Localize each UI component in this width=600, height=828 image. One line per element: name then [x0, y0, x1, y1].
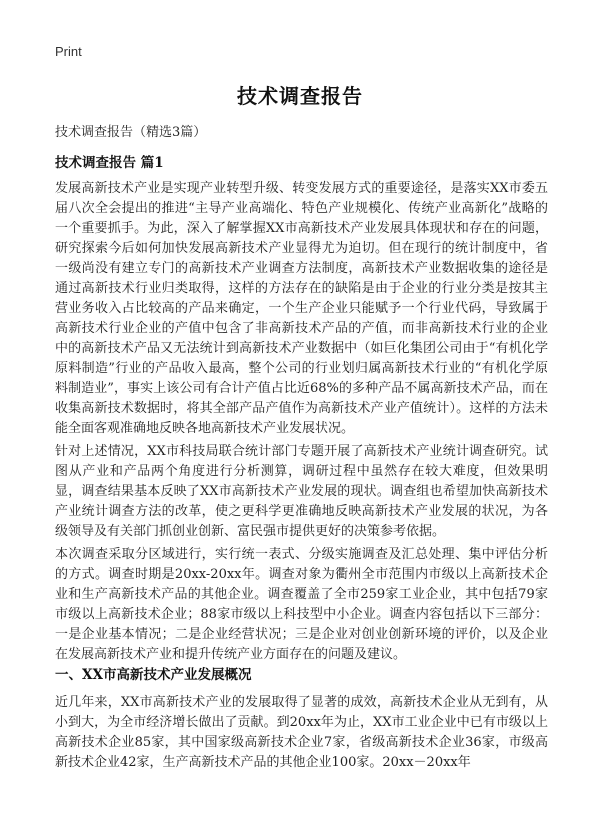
paragraph-1: 发展高新技术产业是实现产业转型升级、转变发展方式的重要途径，是落实XX市委五届八次全会提出的推进“主导产业高端化、特色产业规模化、传统产业高新化”战略的一个重要抓手。为此，深入了解掌握XX市高新技术产业发展具体现状和存在的问题，研究探索今后如何加快发展高新技术产业显得尤为迫切。但在现行的统计制度中，省一级尚没有建立专门的高新技术产业调查方法制度，高新技术产业数据收集的途径是通过高新技术行业归类取得，这样的方法存在的缺陷是由于企业的行业分类是按其主营业务收入占比较高的产品来确定，一个生产企业只能赋予一个行业代码，导致属于高新技术行业企业的产值中包含了非高新技术产品的产值，而非高新技术行业的企业中的高新技术产品又无法统计到高新技术产业数据中（如巨化集团公司由于“有机化学原料制造”行业的产品收入最高，整个公司的行业划归属高新技术行业的“有机化学原料制造业”，事实上该公司有合计产值占比近68%的多种产品不属高新技术产品，而在收集高新技术数据时，将其全部产品产值作为高新技术产业产值统计）。这样的方法未能全面客观准确地反映各地高新技术产业发展状况。: [55, 181, 548, 436]
paragraph-4: 近几年来，XX市高新技术产业的发展取得了显著的成效，高新技术企业从无到有，从小到大，为全市经济增长做出了贡献。到20xx年为止，XX市工业企业中已有市级以上高新技术企业85家，其中国家级高新技术企业7家，省级高新技术企业36家，市级高新技术企业42家，生产高新技术产品的其他企业100家。20xx－20xx年: [55, 695, 548, 770]
section-heading-1: 技术调查报告 篇1: [55, 155, 164, 171]
paragraph-2: 针对上述情况，XX市科技局联合统计部门专题开展了高新技术产业统计调查研究。试图从产业和产品两个角度进行分析测算，调研过程中虽然存在较大难度，但效果明显，调查结果基本反映了XX市高新技术产业发展的现状。调查组也希望加快高新技术产业统计调查方法的改革，使之更科学更准确地反映高新技术产业发展的状况，为各级领导及有关部门抓创业创新、富民强市提供更好的决策参考依据。: [55, 444, 548, 539]
document-title: 技术调查报告: [237, 84, 363, 108]
print-label[interactable]: Print: [55, 44, 82, 59]
section-heading-2: 一、XX市高新技术产业发展概况: [55, 667, 252, 683]
paragraph-3: 本次调查采取分区域进行，实行统一表式、分级实施调查及汇总处理、集中评估分析的方式。调查时期是20xx-20xx年。调查对象为衢州全市范围内市级以上高新技术企业和生产高新技术产品的其他企业。调查覆盖了全市259家工业企业，其中包括79家市级以上高新技术企业；88家市级以上科技型中小企业。调查内容包括以下三部分：一是企业基本情况；二是企业经营状况；三是企业对创业创新环境的评价，以及企业在发展高新技术产业和提升传统产业方面存在的问题及建议。: [55, 547, 548, 662]
document-subtitle: 技术调查报告（精选3篇）: [55, 125, 207, 140]
